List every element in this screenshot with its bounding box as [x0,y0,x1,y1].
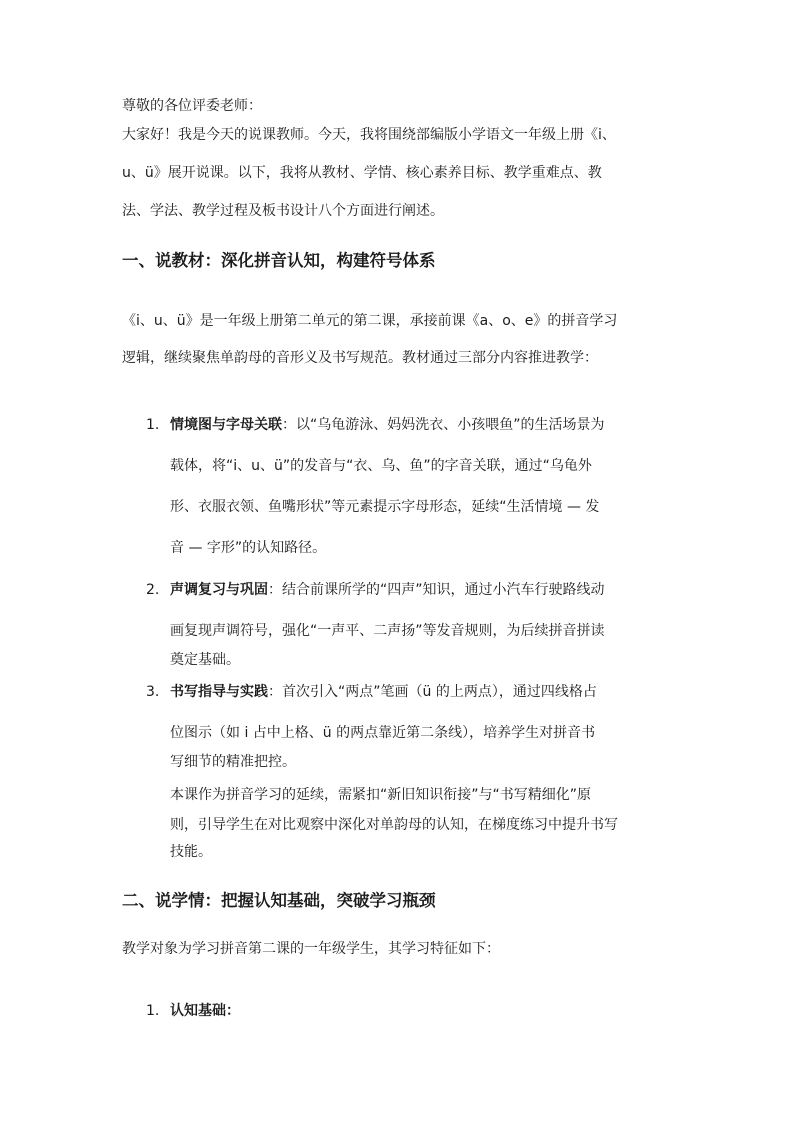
list-item-heading: 书写指导与实践 [170,684,268,700]
section-1-summary-line: 则，引导学生在对比观察中深化对单韵母的认知，在梯度练习中提升书写 [170,817,618,833]
list-item-line: 写细节的精准把控。 [170,754,296,770]
list-item-line: 形、衣服衣领、鱼嘴形状”等元素提示字母形态，延续“生活情境 — 发 [170,499,600,515]
list-item-number: 1. [146,417,160,433]
list-item-line: 奠定基础。 [170,652,240,668]
section-1-para-line-2: 逻辑，继续聚焦单韵母的音形义及书写规范。教材通过三部分内容推进教学： [122,350,598,366]
intro-line-3: 法、学法、教学过程及板书设计八个方面进行阐述。 [122,203,444,219]
section-1-para-line-1: 《i、u、ü》是一年级上册第二单元的第二课，承接前课《a、o、e》的拼音学习 [122,313,618,329]
list-item-heading: 认知基础： [170,1003,240,1019]
list-item-line: 画复现声调符号，强化“一声平、二声扬”等发音规则，为后续拼音拼读 [170,623,605,639]
list-item-heading: 声调复习与巩固 [170,582,268,598]
list-item-line [170,582,605,599]
list-item-line: 音 — 字形”的认知路径。 [170,540,327,556]
greeting: 尊敬的各位评委老师： [122,98,262,114]
section-2-heading: 二、说学情：把握认知基础，突破学习瓶颈 [122,891,436,910]
section-1-summary-line: 本课作为拼音学习的延续，需紧扣“新旧知识衔接”与“书写精细化”原 [170,787,592,803]
section-1-heading: 一、说教材：深化拼音认知，构建符号体系 [122,251,436,270]
list-item-number: 1. [146,1003,160,1019]
list-item-text: ：以“乌龟游泳、妈妈洗衣、小孩喂鱼”的生活场景为 [282,417,605,433]
intro-line-1: 大家好！我是今天的说课教师。今天，我将围绕部编版小学语文一年级上册《i、 [122,127,616,143]
list-item-number: 3. [146,684,160,700]
intro-line-2: u、ü》展开说课。以下，我将从教材、学情、核心素养目标、教学重难点、教 [122,165,602,181]
section-2-para: 教学对象为学习拼音第二课的一年级学生，其学习特征如下： [122,941,500,957]
list-item-number: 2. [146,582,160,598]
section-1-summary-line: 技能。 [170,844,212,860]
list-item-line [170,417,605,434]
list-item-line: 载体，将“i、u、ü”的发音与“衣、乌、鱼”的字音关联，通过“乌龟外 [170,458,592,474]
list-item-line [170,684,597,701]
list-item-text: ：结合前课所学的“四声”知识，通过小汽车行驶路线动 [268,582,605,598]
list-item-line: 位图示（如 i 占中上格、ü 的两点靠近第二条线），培养学生对拼音书 [170,725,596,741]
list-item-line [170,1003,240,1020]
list-item-text: ：首次引入“两点”笔画（ü 的上两点），通过四线格占 [268,684,597,700]
list-item-heading: 情境图与字母关联 [170,417,282,433]
